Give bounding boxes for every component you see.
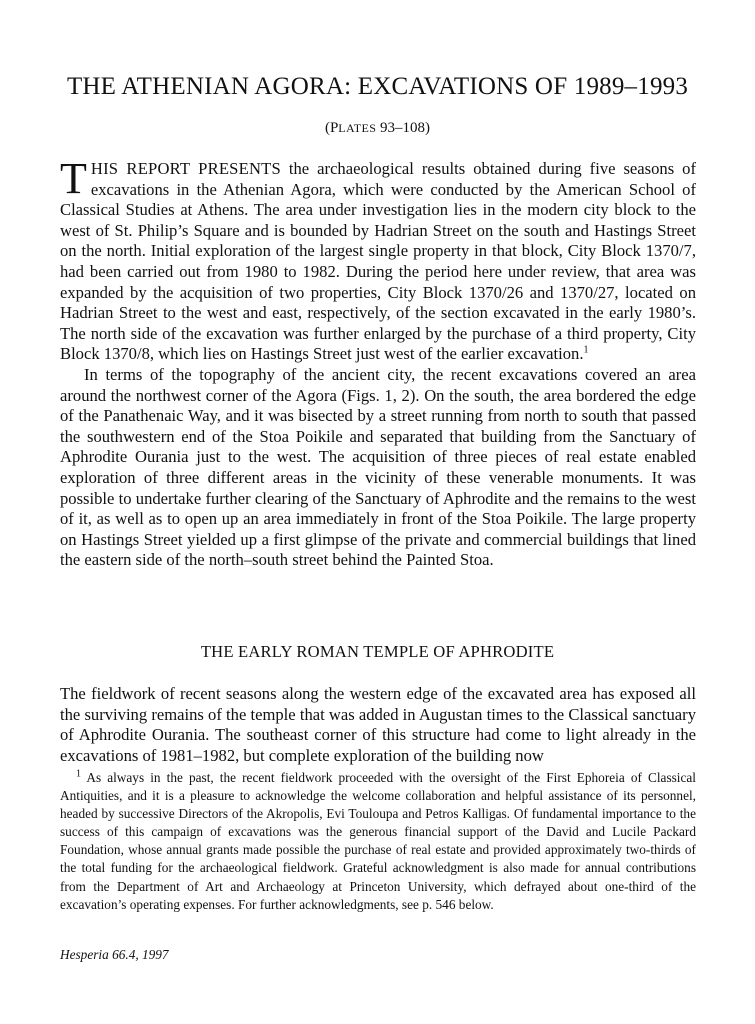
temple-paragraph-1: The fieldwork of recent seasons along the western edge of the excavated area has exposed all the surviving remains of the temple that was added in Augustan times to the Classical sanctuary of Aphrodite Ourania. The southeast corner of this structure had come to light already in the excavations of 1981–1982, but complete exploration of the building now bbox=[60, 684, 696, 765]
intro-paragraph-1-text: the archaeological results obtained during five seasons of excavations in the Athenian Agora, which were conducted by the American School of Classical Studies at Athens. The area under investigation lies in the modern city block to the west of St. Philip’s Square and is bounded by Hadrian Street on the south and Hastings Street on the north. Initial exploration of the largest single property in that block, City Block 1370/7, had been carried out from 1980 to 1982. During the period here under review, that area was expanded by the acquisition of two properties, City Block 1370/26 and 1370/27, located on Hadrian Street to the west and east, respectively, of the section excavated in the early 1980’s. The north side of the excavation was further enlarged by the purchase of a third property, City Block 1370/8, which lies on Hastings Street just west of the earlier excavation. bbox=[60, 159, 696, 364]
temple-section bbox=[60, 684, 696, 766]
section-heading: THE EARLY ROMAN TEMPLE OF APHRODITE bbox=[200, 642, 555, 661]
intro-paragraph-2: In terms of the topography of the ancient city, the recent excavations covered an area around the northwest corner of the Agora (Figs. 1, 2). On the south, the area bordered the edge of the Panathenaic Way, and it was bisected by a street running from north to south that passed the southwestern end of the Stoa Poikile and separated that building from the Sanctuary of Aphrodite Ourania just to the west. The acquisition of three pieces of real estate enabled exploration of three different areas in the vicinity of these venerable monuments. It was possible to undertake further clearing of the Sanctuary of Aphrodite and the remains to the west of it, as well as to open up an area immediately in front of the Stoa Poikile. The large property on Hastings Street yielded up a first glimpse of the private and commercial buildings that lined the eastern side of the north–south street behind the Painted Stoa. bbox=[60, 364, 696, 570]
lead-in-caps: HIS REPORT PRESENTS bbox=[90, 159, 281, 178]
intro-paragraph-1 bbox=[60, 154, 696, 365]
plates-range: 93–108) bbox=[376, 120, 431, 136]
journal-citation: Hesperia 66.4, 1997 bbox=[60, 947, 169, 962]
plates-open: ( bbox=[324, 120, 330, 136]
footnote bbox=[60, 769, 696, 914]
footnote-marker: 1 bbox=[76, 768, 81, 780]
footnote-paragraph bbox=[60, 769, 696, 914]
article-title: THE ATHENIAN AGORA: EXCAVATIONS OF 1989–1993 bbox=[66, 73, 689, 100]
intro-section bbox=[60, 154, 696, 571]
footnote-text: As always in the past, the recent fieldwork proceeded with the oversight of the First Ephoreia of Classical Antiquities, and it is a pleasure to acknowledge the welcome collaboration and helpful assistance of its personnel, headed by successive Directors of the Akropolis, Evi Touloupa and Petros Kalligas. Of fundamental importance to the success of this campaign of excavations was the generous financial support of the David and Lucile Packard Foundation, whose annual grants made possible the purchase of real estate and provided approximately two-thirds of the total funding for the archaeological fieldwork. Grateful acknowledgment is also made for annual contributions from the Department of Art and Archaeology at Princeton University, which defrayed about one-third of the excavation’s operating expenses. For further acknowledgments, see p. 546 below. bbox=[60, 770, 696, 912]
footnote-reference: 1 bbox=[583, 344, 589, 356]
drop-cap: T bbox=[60, 154, 87, 203]
plates-first-letter: P bbox=[329, 120, 339, 136]
plates-reference bbox=[40, 120, 715, 137]
plates-label: LATES bbox=[338, 121, 377, 135]
